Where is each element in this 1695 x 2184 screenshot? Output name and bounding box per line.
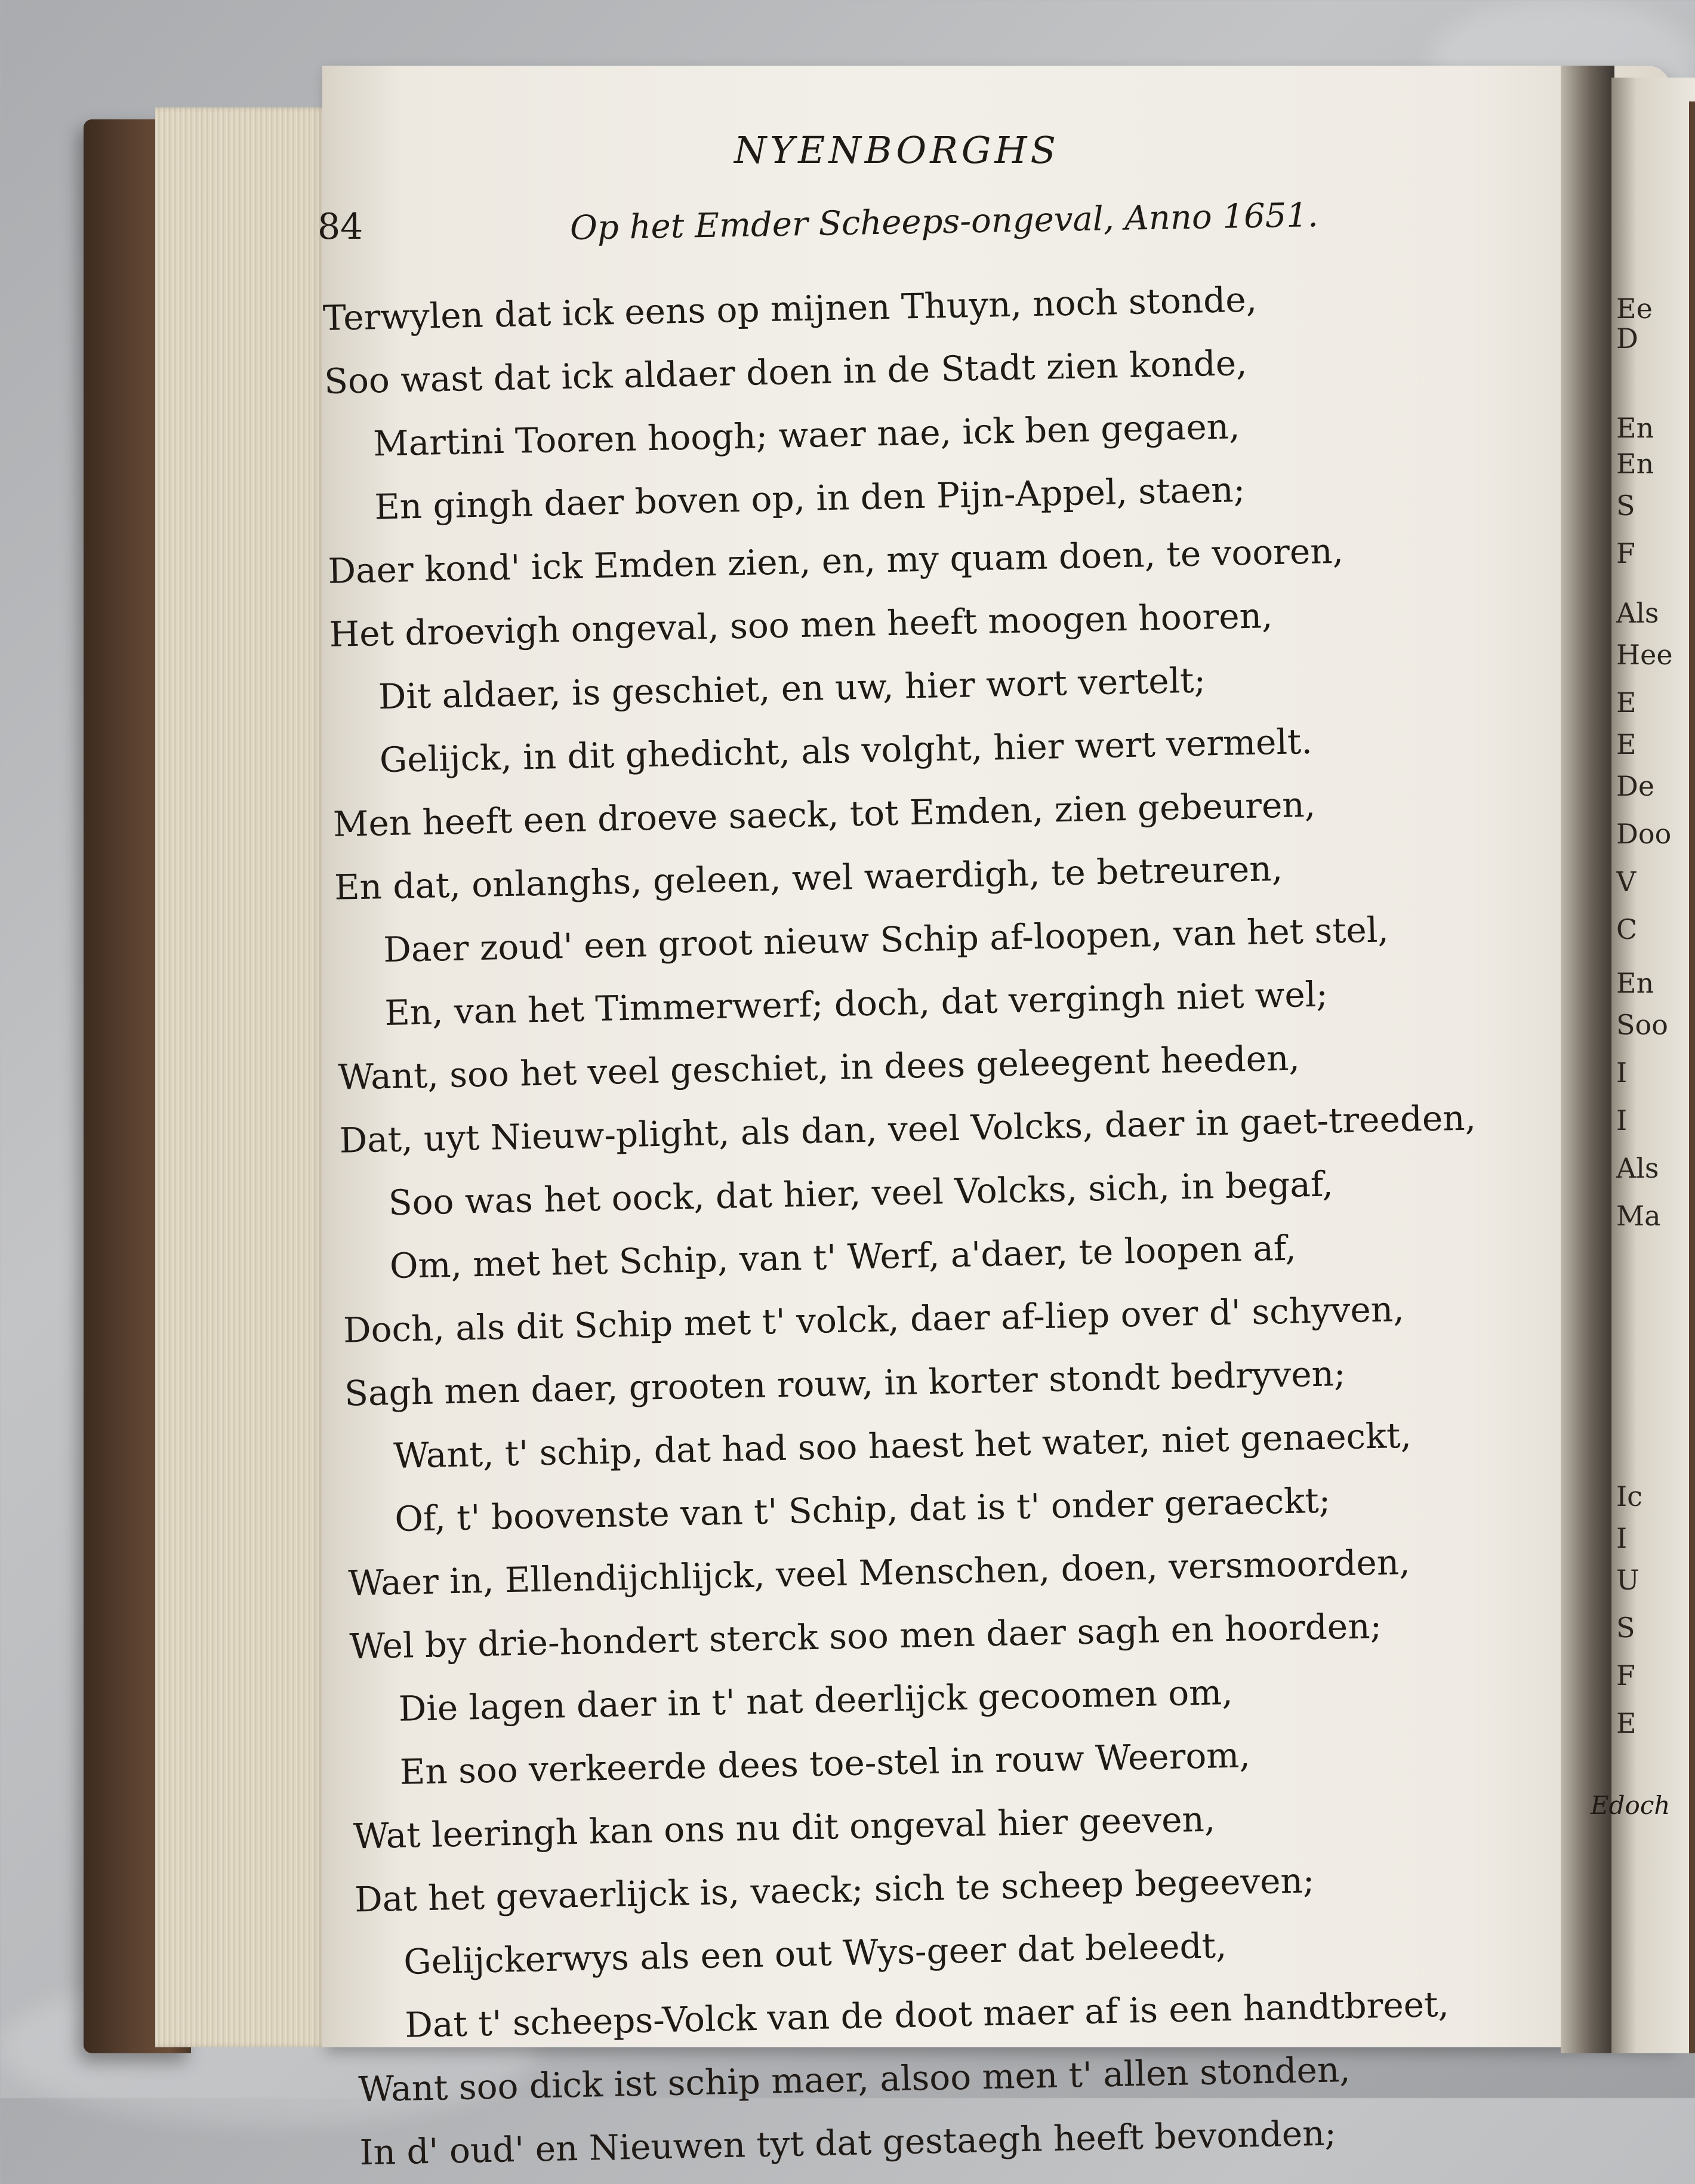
right-page-fragment: En (1616, 412, 1654, 444)
verse-line: Dit aldaer, is geschiet, en uw, hier wort vertelt; (378, 660, 1206, 717)
right-page (1611, 78, 1695, 2053)
verse-line: Waer in, Ellendijchlijck, veel Menschen, doen, versmoorden, (347, 1541, 1411, 1604)
right-page-fragment: De (1616, 770, 1655, 802)
right-page-fragment: S (1616, 1612, 1635, 1644)
right-page-fragment: F (1616, 1659, 1635, 1692)
right-page-fragment: Als (1616, 597, 1659, 629)
right-page-fragment: E (1616, 1707, 1637, 1739)
verse-line: Het droevigh ongeval, soo men heeft moogen hooren, (329, 595, 1274, 655)
verse-line: Dat, uyt Nieuw-plight, als dan, veel Volcks, daer in gaet-treeden, (339, 1097, 1477, 1161)
verse-line: Sagh men daer, grooten rouw, in korter stondt bedryven; (344, 1353, 1346, 1414)
page-number: 84 (318, 206, 363, 248)
right-page-fragment: Ma (1616, 1200, 1661, 1232)
right-page-fragment: En (1616, 967, 1654, 999)
verse-line: En, van het Timmerwerf; doch, dat vergingh niet wel; (384, 974, 1329, 1034)
poem-title: Op het Emder Scheeps-ongeval, Anno 1651. (569, 196, 1319, 248)
verse-line: Dat t' scheeps-Volck van de doot maer af is een handtbreet, (404, 1983, 1450, 2046)
verse-line: Martini Tooren hoogh; waer nae, ick ben gegaen, (372, 406, 1241, 464)
right-page-text-fragments (1611, 78, 1695, 2053)
right-page-fragment: Soo (1616, 1009, 1668, 1041)
verse-line: Men heeft een droeve saeck, tot Emden, zien gebeuren, (332, 784, 1316, 845)
right-page-fragment: F (1616, 537, 1635, 569)
right-page-fragment: I (1616, 1104, 1628, 1136)
verse-line: Doch, als dit Schip met t' volck, daer af-liep over d' schyven, (343, 1288, 1405, 1351)
verse-line: Daer zoud' een groot nieuw Schip af-loopen, van het stel, (383, 909, 1389, 971)
right-page-fragment: Ic (1616, 1480, 1642, 1513)
verse-line: Gelijck, in dit ghedicht, als volght, hier wert vermelt. (379, 720, 1313, 781)
right-page-fragment: U (1616, 1564, 1639, 1596)
verse-line: En dat, onlanghs, geleen, wel waerdigh, te betreuren, (334, 848, 1283, 908)
verse-line: In d' oud' en Nieuwen tyt dat gestaegh heeft bevonden; (359, 2112, 1337, 2173)
verse-line: Wat leeringh kan ons nu dit ongeval hier geeven, (353, 1798, 1216, 1857)
right-page-fragment: Hee (1616, 639, 1673, 671)
running-title: NYENBORGHS (734, 128, 1059, 172)
verse-line: Daer kond' ick Emden zien, en, my quam doen, te vooren, (327, 530, 1344, 592)
verse-line: Want, soo het veel geschiet, in dees geleegent heeden, (337, 1037, 1300, 1098)
verse-line: Of, t' boovenste van t' Schip, dat is t' onder geraeckt; (394, 1480, 1331, 1539)
right-page-fragment: C (1616, 913, 1638, 945)
right-page-fragment: I (1616, 1056, 1628, 1089)
catchword: Edoch (1591, 1791, 1671, 1820)
right-page-fragment: Doo (1616, 818, 1672, 850)
right-page-fragment: I (1616, 1522, 1628, 1554)
verse-line: Gelijckerwys als een out Wys-geer dat beleedt, (403, 1925, 1227, 1982)
right-page-fragment: E (1616, 728, 1637, 760)
book-cover-right (1689, 101, 1695, 2053)
verse-line: Om, met het Schip, van t' Werf, a'daer, te loopen af, (389, 1227, 1297, 1287)
verse-line: Wel by drie-hondert sterck soo men daer sagh en hoorden; (349, 1605, 1382, 1667)
right-page-fragment: En (1616, 448, 1654, 480)
verse-line: Dat het gevaerlijck is, vaeck; sich te scheep begeeven; (354, 1860, 1315, 1920)
poem-verse (322, 261, 1631, 2184)
right-page-fragment: D (1616, 322, 1638, 355)
right-page-fragment: S (1616, 489, 1635, 522)
right-page-fragment: V (1616, 865, 1637, 898)
right-page-fragment: E (1616, 686, 1637, 719)
verse-line: Soo wast dat ick aldaer doen in de Stadt zien konde, (323, 342, 1248, 402)
verse-line: En soo verkeerde dees toe-stel in rouw Weerom, (399, 1735, 1251, 1792)
verse-line: Die lagen daer in t' nat deerlijck gecoomen om, (398, 1671, 1234, 1729)
verse-line: Terwylen dat ick eens op mijnen Thuyn, noch stonde, (322, 279, 1258, 338)
verse-line: Want soo dick ist schip maer, alsoo men t' allen stonden, (358, 2049, 1351, 2110)
right-page-fragment: Als (1616, 1152, 1659, 1184)
right-page-fragment: Ee (1616, 292, 1653, 325)
verse-line: Soo was het oock, dat hier, veel Volcks, sich, in begaf, (388, 1163, 1334, 1224)
verse-line: Want, t' schip, dat had soo haest het water, niet genaeckt, (393, 1415, 1412, 1476)
verse-line: En gingh daer boven op, in den Pijn-Appel, staen; (374, 469, 1246, 528)
